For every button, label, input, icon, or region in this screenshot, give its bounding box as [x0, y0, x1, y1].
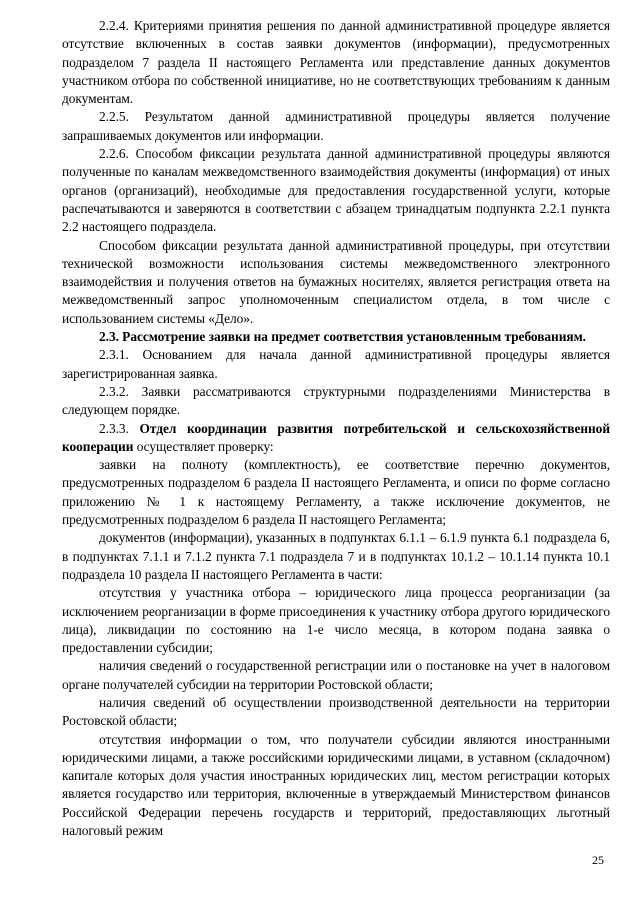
paragraph-2-3-3 — [62, 420, 610, 457]
page-number: 25 — [592, 853, 604, 867]
document-body — [62, 17, 610, 840]
paragraph-completeness-check: заявки на полноту (комплектность), ее соответствие перечню документов, предусмотренных подразделом 6 раздела II настоящего Регламента, и описи по форме согласно приложению № 1 к настоящему Регламенту, а также исключение документов, не предусмотренных подразделом 6 раздела II настоящего Регламента; — [62, 457, 610, 528]
paragraph-2-2-5: 2.2.5. Результатом данной административной процедуры является получение запрашиваемых документов или информации. — [62, 109, 610, 143]
department-name: Отдел координации развития потребительской и сельскохозяйственной кооперации — [62, 420, 610, 454]
paragraph-documents-check: документов (информации), указанных в подпунктах 6.1.1 – 6.1.9 пункта 6.1 подраздела 6, в подпунктах 7.1.1 и 7.1.2 пункта 7.1 подраздела 7 и в подпунктах 10.1.2 – 10.1.14 пункта 10.1 подраздела 10 раздела II настоящего Регламента в части: — [62, 530, 610, 582]
paragraph-2-2-6: 2.2.6. Способом фиксации результата данной административной процедуры являются полученные по каналам межведомственного взаимодействия документы (информация) от иных органов (организаций), необходимые для предоставления государственной услуги, которые распечатываются и заверяются в соответствии с абзацем тринадцатым подпункта 2.2.1 пункта 2.2 настоящего подраздела. — [62, 146, 610, 235]
paragraph-production-activity: наличия сведений об осуществлении производственной деятельности на территории Ростовской области; — [62, 694, 610, 729]
section-heading-2-3: 2.3. Рассмотрение заявки на предмет соответствия установленным требованиям. — [99, 329, 586, 345]
paragraph-2-3-3-number: 2.3.3. — [99, 420, 129, 436]
paragraph-reorganization: отсутствия у участника отбора – юридического лица процесса реорганизации (за исключением реорганизации в форме присоединения к участнику отбора другого юридического лица), ликвидации по состоянию на 1-е число месяца, в котором подана заявка о предоставлении субсидии; — [62, 585, 610, 656]
paragraph-2-3-2: 2.3.2. Заявки рассматриваются структурными подразделениями Министерства в следующем порядке. — [62, 383, 610, 418]
paragraph-2-3-1: 2.3.1. Основанием для начала данной административной процедуры является зарегистрированная заявка. — [62, 347, 610, 381]
paragraph-foreign-entities: отсутствия информации о том, что получатели субсидии являются иностранными юридическими лицами, а также российскими юридическими лицами, в уставном (складочном) капитале которых доля участия иностранных юридических лиц, местом регистрации которых является государство или территория, включенные в утверждаемый Министерством финансов Российской Федерации перечень государств и территорий, предоставляющих льготный налоговый режим — [62, 731, 610, 839]
paragraph-2-2-4: 2.2.4. Критериями принятия решения по данной административной процедуре является отсутствие включенных в состав заявки документов (информации), предусмотренных подразделом 7 раздела II настоящего Регламента или представление данных документов участником отбора по собственной инициативе, но не соответствующих требованиям к данным документам. — [62, 18, 610, 107]
paragraph-2-3-3-tail: осуществляет проверку: — [136, 438, 274, 454]
paragraph-state-registration: наличия сведений о государственной регистрации или о постановке на учет в налоговом органе получателей субсидии на территории Ростовской области; — [62, 658, 610, 692]
paragraph-fixation-method: Способом фиксации результата данной административной процедуры, при отсутствии технической возможности использования системы межведомственного электронного взаимодействия и получения ответов на бумажных носителях, является регистрация ответа на межведомственный запрос уполномоченным специалистом отдела, в том числе с использованием системы «Дело». — [62, 237, 610, 326]
